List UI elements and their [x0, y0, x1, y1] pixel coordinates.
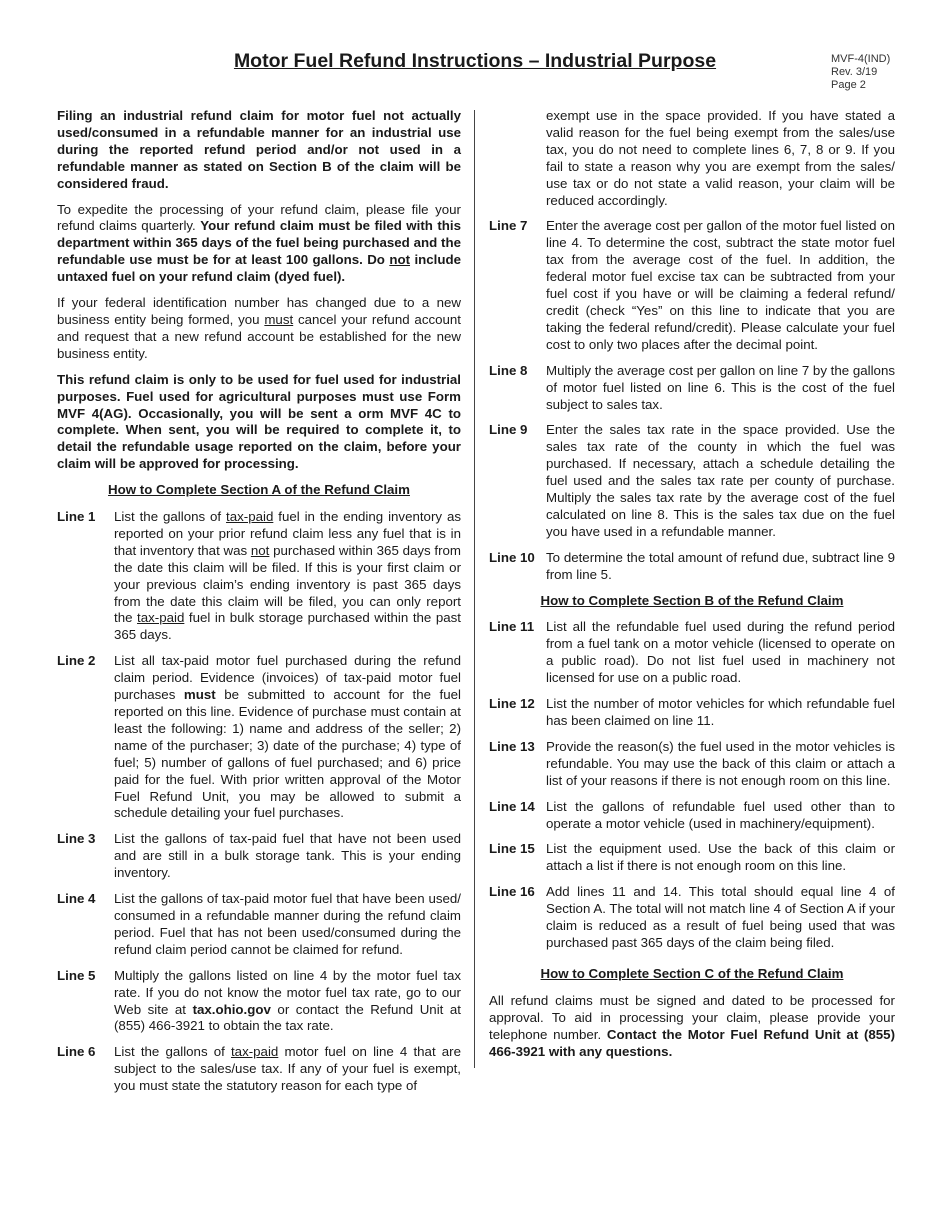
line-label: Line 9: [489, 422, 528, 438]
line-text: Multiply the average cost per gallon on line 7 by the gallons of motor fuel listed on line 6. This is the cost of the fuel subject to sales tax.: [546, 362, 895, 412]
section-c-text: All refund claims must be signed and dated to be processed for approval. To aid in processing your claim, please provide your telephone number.: [489, 992, 895, 1042]
line-label: Line 10: [489, 549, 535, 565]
line-4-instruction: [57, 891, 461, 959]
line-text: Enter the average cost per gallon of the motor fuel listed on line 4. To determine the cost, subtract the state motor fuel tax from the average cost of the fuel. In addition, the federal motor fuel excise tax can be subtracted from your fuel cost if you have or will be claiming a federal refund/ credit (check “Yes” on this line to indicate that you are taking the federal refund/credit). Please calculate your fuel cost to only two places after the decimal point.: [546, 218, 895, 352]
line-text: List the gallons of tax-paid motor fuel that have been used/ consumed in a refundable manner during the refund claim period. Fuel that has not been used/consumed during the refund claim period cannot be claimed for refund.: [114, 891, 461, 957]
section-a-heading: How to Complete Section A of the Refund Claim: [108, 482, 410, 498]
line-text: List the number of motor vehicles for which refundable fuel has been claimed on line 11.: [546, 696, 895, 728]
page-number: Page 2: [831, 79, 866, 91]
line-label: Line 3: [57, 831, 96, 847]
line-text: Add lines 11 and 14. This total should equal line 4 of Section A. The total will not match line 4 of Section A if your claim is reduced as a result of fuel being used that was purchased past 365 days of the claim being filed.: [546, 884, 895, 950]
line-3-instruction: [57, 831, 461, 882]
line-label: Line 6: [57, 1044, 96, 1060]
line-text: List the gallons of tax-paid motor fuel on line 4 that are subject to the sales/use tax. If any of your fuel is exempt, you must state the statutory reason for each type of: [114, 1044, 461, 1094]
line-text: List the equipment used. Use the back of this claim or attach a list if there is not enough room on this line.: [546, 841, 895, 874]
line-2-instruction: [57, 653, 461, 822]
page-title: Motor Fuel Refund Instructions – Industrial Purpose: [233, 50, 717, 72]
expedite-text: To expedite the processing of your refund claim, please file your refund claims quarterly.: [57, 201, 461, 234]
revision-date: Rev. 3/19: [831, 66, 878, 78]
line-1-instruction: [57, 509, 461, 644]
right-column: [489, 108, 895, 1069]
fein-text-end: cancel your refund account and request that a new refund account be established for the new business entity.: [57, 311, 461, 361]
fein-must: must: [264, 311, 294, 327]
website-link: tax.ohio.gov: [192, 1001, 271, 1017]
line-text: Multiply the gallons listed on line 4 by the motor fuel tax rate. If you do not know the motor fuel tax rate, go to our Web site at tax.ohio.gov or contact the Refund Unit at (855) 466-3921 to obtain the tax rate.: [114, 967, 461, 1034]
line-15-instruction: [489, 841, 895, 875]
line-label: Line 2: [57, 653, 96, 669]
line-label: Line 7: [489, 218, 528, 234]
fein-paragraph: [57, 295, 461, 363]
line-13-instruction: [489, 739, 895, 790]
line-label: Line 5: [57, 967, 96, 983]
left-column: [57, 108, 461, 1104]
expedite-bold: Your refund claim must be filed with this department within 365 days of the fuel being purchased and the refundable use must be for at least 100 gallons. Do: [57, 218, 461, 268]
expedite-bold-end: include untaxed fuel on your refund claim (dyed fuel).: [57, 252, 461, 285]
line-label: Line 4: [57, 891, 96, 907]
section-b-heading: How to Complete Section B of the Refund Claim: [540, 592, 844, 608]
line-7-instruction: [489, 218, 895, 353]
line-text: List all the refundable fuel used during the refund period from a fuel tank on a motor vehicle (licensed to operate on a public road). Do not list fuel used in machinery not licensed for use on a public road.: [546, 619, 895, 686]
section-c-paragraph: [489, 993, 895, 1061]
form-code: MVF-4(IND): [831, 53, 891, 65]
column-divider: [474, 110, 475, 1068]
line-label: Line 11: [489, 619, 535, 635]
line-label: Line 15: [489, 841, 535, 857]
form-code-block: [831, 53, 890, 92]
industrial-only-notice: This refund claim is only to be used for fuel used for industrial purposes. Fuel used for agricultural purposes must use Form MVF 4(AG). Occasionally, you will be sent a orm MVF 4C to complete. When sent, you will be required to complete it, to detail the refundable usage reported on the claim, before your claim will be approved for processing.: [57, 371, 461, 472]
line-6-instruction: [57, 1044, 461, 1095]
expedite-not: not: [389, 252, 411, 268]
line-16-instruction: [489, 884, 895, 952]
line-9-instruction: [489, 422, 895, 540]
line-14-instruction: [489, 799, 895, 833]
expedite-paragraph: [57, 202, 461, 287]
line-label: Line 14: [489, 798, 535, 814]
line-text: Provide the reason(s) the fuel used in the motor vehicles is refundable. You may use the back of this claim or attach a list of your reasons if there is not enough room on this line.: [546, 738, 895, 788]
line-5-instruction: [57, 968, 461, 1036]
fein-text: If your federal identification number has changed due to a new business entity being formed, you: [57, 295, 461, 327]
line-6-continuation: exempt use in the space provided. If you have stated a valid reason for the fuel being exempt from the sales/use tax, you do not need to complete lines 6, 7, 8 or 9. If you fail to state a reason why you are exempt from the sales/ use tax or do not state a valid reason, your claim will be reduced accordingly.: [546, 108, 895, 208]
section-c-heading: How to Complete Section C of the Refund Claim: [540, 965, 844, 981]
line-label: Line 8: [489, 362, 528, 378]
line-text: List the gallons of tax-paid fuel that have not been used and are still in a bulk storage tank. This is your ending inventory.: [114, 831, 461, 881]
line-8-instruction: [489, 363, 895, 414]
line-text: List the gallons of refundable fuel used other than to operate a motor vehicle (used in machinery/equipment).: [546, 798, 895, 831]
line-label: Line 16: [489, 884, 535, 900]
line-text: List all tax-paid motor fuel purchased during the refund claim period. Evidence (invoices) of tax-paid motor fuel purchases must be submitted to account for the fuel reported on this line. Evidence of purchase must contain at least the following: 1) name and address of the seller; 2) name of the purchaser; 3) date of the purchase; 4) type of fuel; 5) number of gallons of fuel purchased; and 6) price paid for the fuel. With prior written approval of the Motor Fuel Refund Unit, you may be allowed to submit a schedule detailing your fuel purchases.: [114, 653, 461, 821]
line-text: To determine the total amount of refund due, subtract line 9 from line 5.: [546, 549, 895, 582]
line-text: Enter the sales tax rate in the space provided. Use the sales tax rate of the county in which the fuel was purchased. If necessary, attach a schedule detailing the fuel used and the sales tax rate per county of purchase. Multiply the sales tax rate by the average cost of the fuel calculated on line 8. This is the sales tax due on the fuel you have used in a refundable manner.: [546, 422, 895, 539]
fraud-notice: Filing an industrial refund claim for motor fuel not actually used/consumed in a refundable manner for an industrial use during the reported refund period and/or not used in a refundable manner as stated on Section B of the claim will be considered fraud.: [57, 108, 461, 191]
line-11-instruction: [489, 619, 895, 687]
line-text: List the gallons of tax-paid fuel in the ending inventory as reported on your prior refund claim less any fuel that is in that inventory that was not purchased within 365 days from the date this claim will be filed. If this is your first claim or your previous claim’s ending inventory is past 365 days from the date this claim will be filed, you can only report the tax-paid fuel in bulk storage purchased within the past 365 days.: [114, 509, 462, 643]
line-label: Line 12: [489, 696, 535, 712]
line-label: Line 13: [489, 738, 535, 754]
line-12-instruction: [489, 696, 895, 730]
line-10-instruction: [489, 550, 895, 584]
contact-notice: Contact the Motor Fuel Refund Unit at (855) 466-3921 with any questions.: [489, 1026, 895, 1059]
line-label: Line 1: [57, 509, 96, 525]
